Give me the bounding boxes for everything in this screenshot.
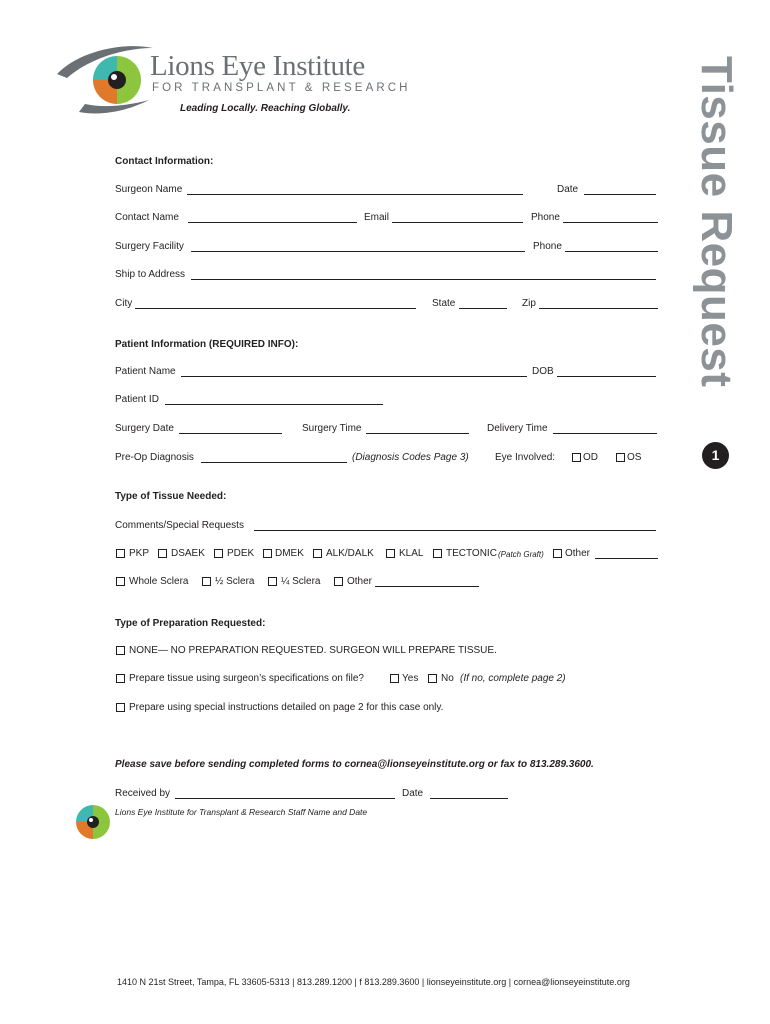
- city-field[interactable]: [135, 308, 416, 309]
- form-title: Tissue Request: [692, 56, 741, 388]
- patient-name-label: Patient Name: [115, 366, 176, 377]
- phone2-field[interactable]: [565, 251, 658, 252]
- patient-id-field[interactable]: [165, 404, 383, 405]
- dmek-label: DMEK: [275, 548, 304, 559]
- contact-name-field[interactable]: [188, 222, 357, 223]
- received-date-label: Date: [402, 788, 424, 799]
- surgery-facility-label: Surgery Facility: [115, 241, 184, 252]
- dob-field[interactable]: [557, 376, 656, 377]
- surgeon-specs-label: Prepare tissue using surgeon’s specifications on file?: [129, 673, 364, 684]
- patient-id-label: Patient ID: [115, 394, 159, 405]
- date-label: Date: [557, 184, 579, 195]
- no-label: No: [441, 673, 454, 684]
- lions-eye-logo-icon: [55, 42, 155, 118]
- received-date-field[interactable]: [430, 798, 508, 799]
- surgeon-name-label: Surgeon Name: [115, 184, 183, 195]
- os-label: OS: [627, 452, 642, 463]
- email-label: Email: [364, 212, 390, 223]
- org-subtitle: FOR TRANSPLANT & RESEARCH: [152, 82, 411, 94]
- page-number-badge: 1: [702, 442, 729, 469]
- other-sclera-checkbox[interactable]: [334, 577, 343, 586]
- ship-to-field[interactable]: [191, 279, 656, 280]
- phone-field[interactable]: [563, 222, 658, 223]
- half-sclera-checkbox[interactable]: [202, 577, 211, 586]
- state-label: State: [432, 298, 456, 309]
- surgery-facility-field[interactable]: [191, 251, 525, 252]
- pdek-label: PDEK: [227, 548, 255, 559]
- no-checkbox[interactable]: [428, 674, 437, 683]
- surgeon-specs-checkbox[interactable]: [116, 674, 125, 683]
- od-checkbox[interactable]: [572, 453, 581, 462]
- klal-label: KLAL: [399, 548, 424, 559]
- zip-field[interactable]: [539, 308, 658, 309]
- tissue-heading: Type of Tissue Needed:: [115, 491, 227, 502]
- od-label: OD: [583, 452, 598, 463]
- dob-label: DOB: [532, 366, 554, 377]
- surgery-date-field[interactable]: [179, 433, 282, 434]
- patient-name-field[interactable]: [181, 376, 527, 377]
- yes-checkbox[interactable]: [390, 674, 399, 683]
- dmek-checkbox[interactable]: [263, 549, 272, 558]
- ship-to-label: Ship to Address: [115, 269, 186, 280]
- delivery-time-field[interactable]: [553, 433, 657, 434]
- no-note: (If no, complete page 2): [460, 673, 566, 684]
- city-label: City: [115, 298, 133, 309]
- preop-label: Pre-Op Diagnosis: [115, 452, 194, 463]
- zip-label: Zip: [522, 298, 536, 309]
- state-field[interactable]: [459, 308, 507, 309]
- special-instructions-checkbox[interactable]: [116, 703, 125, 712]
- quarter-sclera-checkbox[interactable]: [268, 577, 277, 586]
- patient-heading: Patient Information (REQUIRED INFO):: [115, 339, 299, 350]
- pkp-checkbox[interactable]: [116, 549, 125, 558]
- no-prep-checkbox[interactable]: [116, 646, 125, 655]
- pkp-label: PKP: [129, 548, 150, 559]
- other-sclera-field[interactable]: [375, 586, 479, 587]
- phone-label: Phone: [531, 212, 560, 223]
- tectonic-checkbox[interactable]: [433, 549, 442, 558]
- special-instructions-label: Prepare using special instructions detailed on page 2 for this case only.: [129, 702, 444, 713]
- whole-sclera-checkbox[interactable]: [116, 577, 125, 586]
- received-by-field[interactable]: [175, 798, 395, 799]
- comments-field[interactable]: [254, 530, 656, 531]
- tectonic-label: TECTONIC: [446, 548, 497, 559]
- contact-name-label: Contact Name: [115, 212, 179, 223]
- staff-note: Lions Eye Institute for Transplant & Research Staff Name and Date: [115, 807, 368, 817]
- other-tissue-field[interactable]: [595, 558, 658, 559]
- date-field[interactable]: [584, 194, 656, 195]
- yes-label: Yes: [402, 673, 419, 684]
- klal-checkbox[interactable]: [386, 549, 395, 558]
- preop-field[interactable]: [201, 462, 347, 463]
- org-name: Lions Eye Institute: [150, 50, 365, 82]
- alk-dalk-label: ALK/DALK: [326, 548, 374, 559]
- whole-sclera-label: Whole Sclera: [129, 576, 189, 587]
- comments-label: Comments/Special Requests: [115, 520, 244, 531]
- other-tissue-checkbox[interactable]: [553, 549, 562, 558]
- prep-heading: Type of Preparation Requested:: [115, 618, 266, 629]
- other-tissue-label: Other: [565, 548, 591, 559]
- surgery-time-label: Surgery Time: [302, 423, 362, 434]
- received-by-label: Received by: [115, 788, 171, 799]
- submit-note: Please save before sending completed forms to cornea@lionseyeinstitute.org or fax to 813.289.3600.: [115, 759, 594, 770]
- surgery-time-field[interactable]: [366, 433, 469, 434]
- dsaek-checkbox[interactable]: [158, 549, 167, 558]
- surgery-date-label: Surgery Date: [115, 423, 174, 434]
- no-prep-label: NONE— NO PREPARATION REQUESTED. SURGEON WILL PREPARE TISSUE.: [129, 645, 497, 656]
- os-checkbox[interactable]: [616, 453, 625, 462]
- dsaek-label: DSAEK: [171, 548, 205, 559]
- eye-involved-label: Eye Involved:: [495, 452, 556, 463]
- quarter-sclera-label: ¼ Sclera: [281, 576, 321, 587]
- diagnosis-note: (Diagnosis Codes Page 3): [352, 452, 469, 463]
- delivery-time-label: Delivery Time: [487, 423, 548, 434]
- alk-dalk-checkbox[interactable]: [313, 549, 322, 558]
- small-logo-icon: [74, 803, 112, 841]
- phone2-label: Phone: [533, 241, 562, 252]
- email-field[interactable]: [392, 222, 523, 223]
- other-sclera-label: Other: [347, 576, 373, 587]
- half-sclera-label: ½ Sclera: [215, 576, 255, 587]
- footer-contact: 1410 N 21st Street, Tampa, FL 33605-5313 | 813.289.1200 | f 813.289.3600 | lionseyeinstitute.org | cornea@lionseyeinstitute.org: [117, 977, 630, 987]
- tagline: Leading Locally. Reaching Globally.: [180, 103, 351, 114]
- surgeon-name-field[interactable]: [187, 194, 523, 195]
- tectonic-note: (Patch Graft): [498, 550, 544, 559]
- pdek-checkbox[interactable]: [214, 549, 223, 558]
- contact-heading: Contact Information:: [115, 156, 214, 167]
